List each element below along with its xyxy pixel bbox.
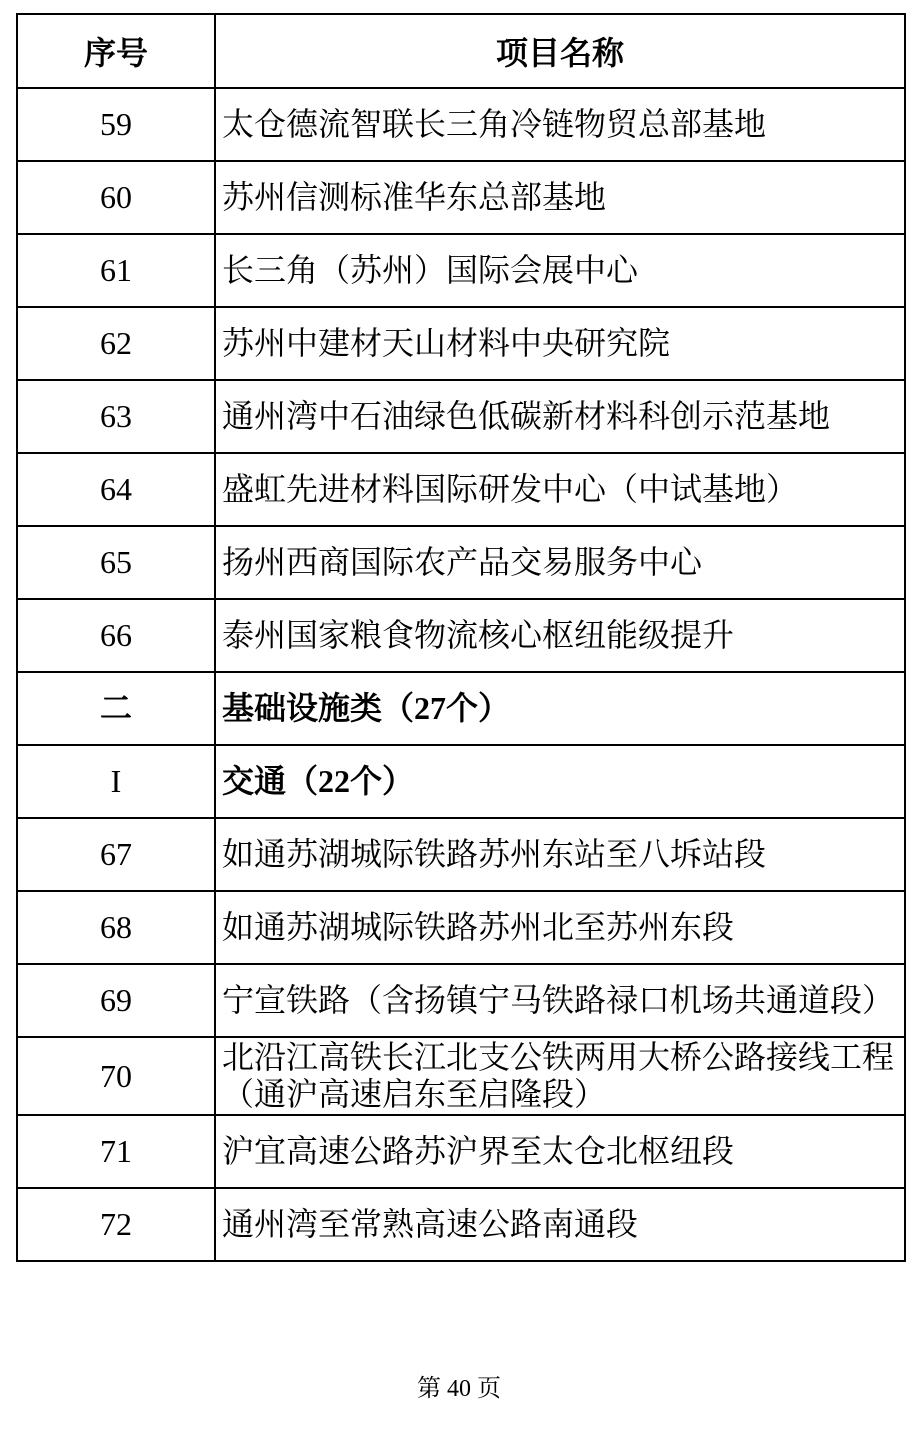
table-row [17, 307, 905, 380]
project-name-cell: 宁宣铁路（含扬镇宁马铁路禄口机场共通道段） [215, 964, 905, 1037]
row-number-cell: 66 [17, 599, 215, 672]
row-number-cell: 67 [17, 818, 215, 891]
project-name-cell: 苏州信测标准华东总部基地 [215, 161, 905, 234]
row-number-cell: 61 [17, 234, 215, 307]
row-number-cell: 63 [17, 380, 215, 453]
table-row [17, 964, 905, 1037]
row-number-cell: 69 [17, 964, 215, 1037]
table-row [17, 234, 905, 307]
table-row [17, 161, 905, 234]
project-table [16, 13, 906, 1262]
row-number-cell: 59 [17, 88, 215, 161]
section-number-cell: 二 [17, 672, 215, 745]
header-seq-number: 序号 [17, 14, 215, 88]
section-header-row [17, 672, 905, 745]
row-number-cell: 68 [17, 891, 215, 964]
section-title-cell: 基础设施类（27个） [215, 672, 905, 745]
project-name-cell: 扬州西商国际农产品交易服务中心 [215, 526, 905, 599]
project-name-cell: 如通苏湖城际铁路苏州北至苏州东段 [215, 891, 905, 964]
table-row [17, 88, 905, 161]
table-row [17, 1037, 905, 1115]
row-number-cell: 71 [17, 1115, 215, 1188]
table-header-row [17, 14, 905, 88]
page-number-footer: 第 40 页 [417, 1376, 501, 1402]
row-number-cell: 62 [17, 307, 215, 380]
row-number-cell: 60 [17, 161, 215, 234]
subsection-header-row [17, 745, 905, 818]
project-name-cell: 通州湾中石油绿色低碳新材料科创示范基地 [215, 380, 905, 453]
row-number-cell: 65 [17, 526, 215, 599]
row-number-cell: 72 [17, 1188, 215, 1261]
project-name-cell: 沪宜高速公路苏沪界至太仓北枢纽段 [215, 1115, 905, 1188]
table-row [17, 453, 905, 526]
header-project-name: 项目名称 [215, 14, 905, 88]
table-row [17, 891, 905, 964]
project-name-cell: 通州湾至常熟高速公路南通段 [215, 1188, 905, 1261]
subsection-title-cell: 交通（22个） [215, 745, 905, 818]
project-name-cell: 太仓德流智联长三角冷链物贸总部基地 [215, 88, 905, 161]
table-row [17, 1188, 905, 1261]
table-row [17, 599, 905, 672]
project-name-cell: 如通苏湖城际铁路苏州东站至八坼站段 [215, 818, 905, 891]
table-row [17, 526, 905, 599]
project-name-cell: 北沿江高铁长江北支公铁两用大桥公路接线工程（通沪高速启东至启隆段） [215, 1037, 905, 1115]
table-row [17, 380, 905, 453]
table-row [17, 1115, 905, 1188]
subsection-number-cell: I [17, 745, 215, 818]
project-name-cell: 盛虹先进材料国际研发中心（中试基地） [215, 453, 905, 526]
table-row [17, 818, 905, 891]
project-name-cell: 长三角（苏州）国际会展中心 [215, 234, 905, 307]
row-number-cell: 70 [17, 1037, 215, 1115]
row-number-cell: 64 [17, 453, 215, 526]
project-name-cell: 泰州国家粮食物流核心枢纽能级提升 [215, 599, 905, 672]
project-name-cell: 苏州中建材天山材料中央研究院 [215, 307, 905, 380]
